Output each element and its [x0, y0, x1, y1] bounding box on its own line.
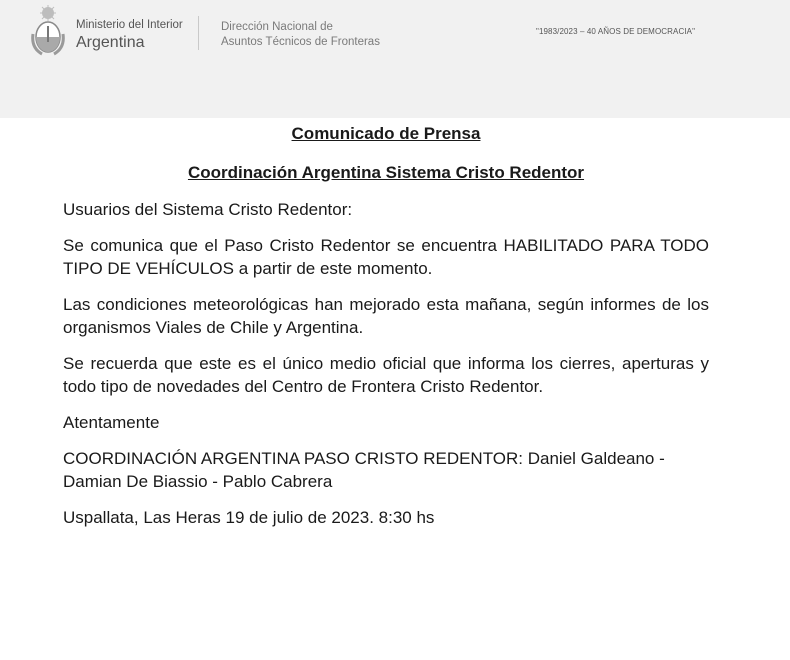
ministry-line2: Argentina — [76, 34, 145, 51]
header-divider — [198, 16, 199, 50]
dateline: Uspallata, Las Heras 19 de julio de 2023. 8:30 hs — [63, 508, 435, 527]
document-title: Comunicado de Prensa — [291, 124, 481, 143]
paragraph-weather: Las condiciones meteorológicas han mejorado esta mañana, según informes de los organismos Viales de Chile y Argentina. — [63, 295, 709, 337]
ministry-name — [76, 16, 183, 52]
greeting: Usuarios del Sistema Cristo Redentor: — [63, 200, 353, 219]
paragraph-status: Se comunica que el Paso Cristo Redentor se encuentra HABILITADO PARA TODO TIPO DE VEHÍCULOS a partir de este momento. — [63, 236, 709, 278]
paragraph-official-channel: Se recuerda que este es el único medio oficial que informa los cierres, aperturas y todo tipo de novedades del Centro de Frontera Cristo Redentor. — [63, 354, 709, 396]
letterhead — [0, 0, 790, 118]
document-subtitle: Coordinación Argentina Sistema Cristo Redentor — [187, 163, 585, 182]
anniversary-motto: "1983/2023 – 40 AÑOS DE DEMOCRACIA" — [536, 27, 696, 36]
press-release-body — [63, 116, 709, 529]
argentina-coat-of-arms-icon — [30, 4, 66, 58]
ministry-line1: Ministerio del Interior — [76, 19, 183, 31]
direccion-name — [221, 20, 380, 50]
direccion-line2: Asuntos Técnicos de Fronteras — [221, 36, 380, 48]
closing: Atentamente — [63, 413, 160, 432]
direccion-line1: Dirección Nacional de — [221, 21, 333, 33]
signature: COORDINACIÓN ARGENTINA PASO CRISTO REDENTOR: Daniel Galdeano - Damian De Biassio - Pablo Cabrera — [63, 449, 665, 491]
